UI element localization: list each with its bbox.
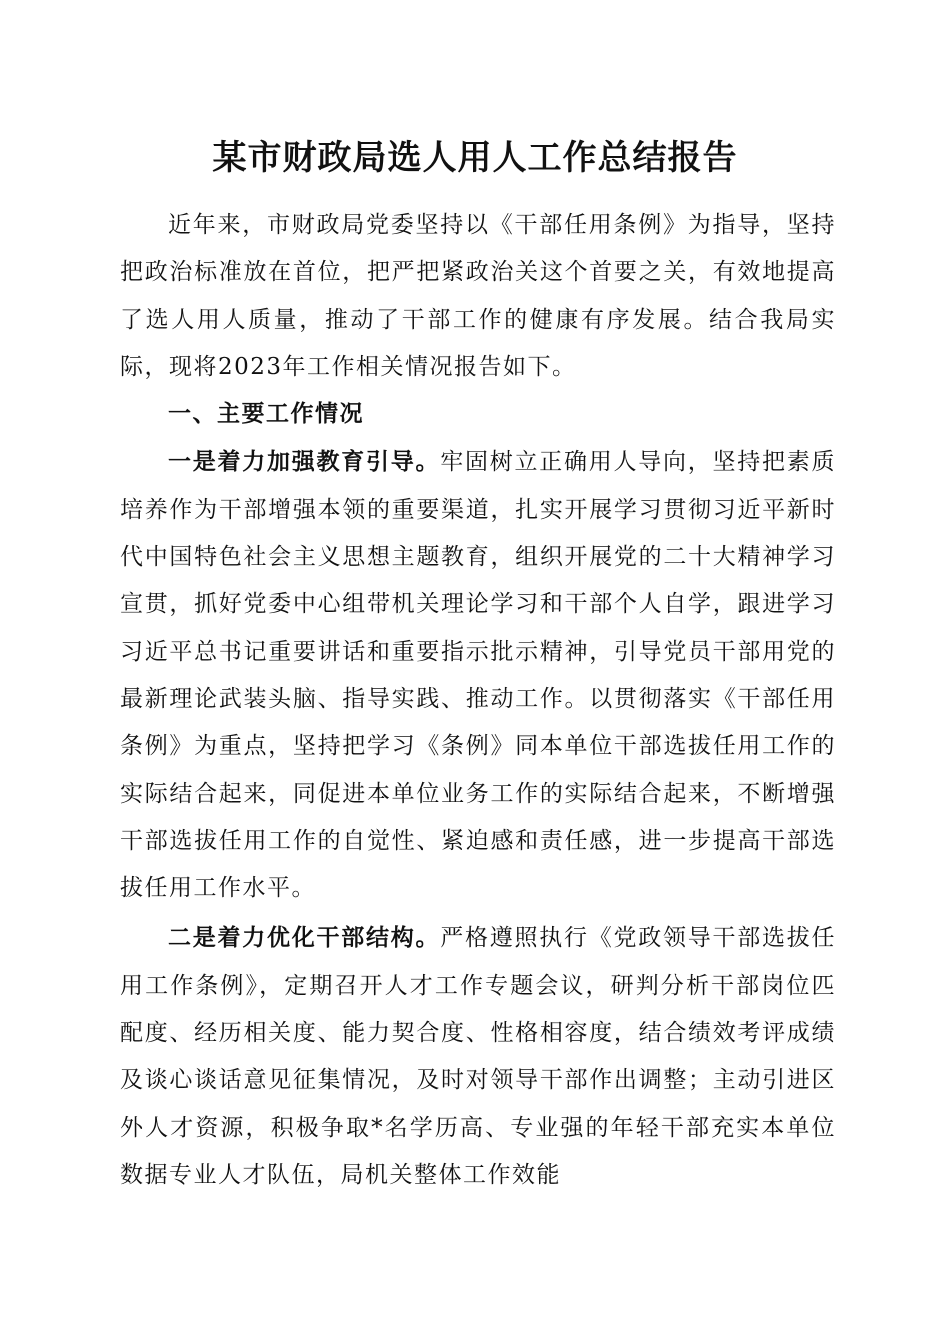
item2-text: 严格遵照执行《党政领导干部选拔任用工作条例》，定期召开人才工作专题会议，研判分析干部岗位匹配度、经历相关度、能力契合度、性格相容度，结合绩效考评成绩及谈心谈话意见征集情况，及时对领导干部作出调整；主动引进区外人才资源，积极争取*名学历高、专业强的年轻干部充实本单位数据专业人才队伍，局机关整体工作效能: [120, 925, 836, 1188]
item2-paragraph: [120, 914, 836, 1199]
item1-paragraph: [120, 438, 836, 912]
section-heading: 一、主要工作情况: [168, 401, 364, 428]
item2-lead: 二是着力优化干部结构。: [168, 924, 441, 952]
item1-lead: 一是着力加强教育引导。: [168, 448, 441, 476]
document-body: [120, 202, 836, 1199]
document-title: 某市财政局选人用人工作总结报告: [212, 138, 738, 178]
item1-text: 牢固树立正确用人导向，坚持把素质培养作为干部增强本领的重要渠道，扎实开展学习贯彻习近平新时代中国特色社会主义思想主题教育，组织开展党的二十大精神学习宣贯，抓好党委中心组带机关理论学习和干部个人自学，跟进学习习近平总书记重要讲话和重要指示批示精神，引导党员干部用党的最新理论武装头脑、指导实践、推动工作。以贯彻落实《干部任用条例》为重点，坚持把学习《条例》同本单位干部选拔任用工作的实际结合起来，同促进本单位业务工作的实际结合起来，不断增强干部选拔任用工作的自觉性、紧迫感和责任感，进一步提高干部选拔任用工作水平。: [120, 449, 836, 902]
intro-paragraph: 近年来，市财政局党委坚持以《干部任用条例》为指导，坚持把政治标准放在首位，把严把紧政治关这个首要之关，有效地提高了选人用人质量，推动了干部工作的健康有序发展。结合我局实际，现将2023年工作相关情况报告如下。: [120, 212, 836, 380]
